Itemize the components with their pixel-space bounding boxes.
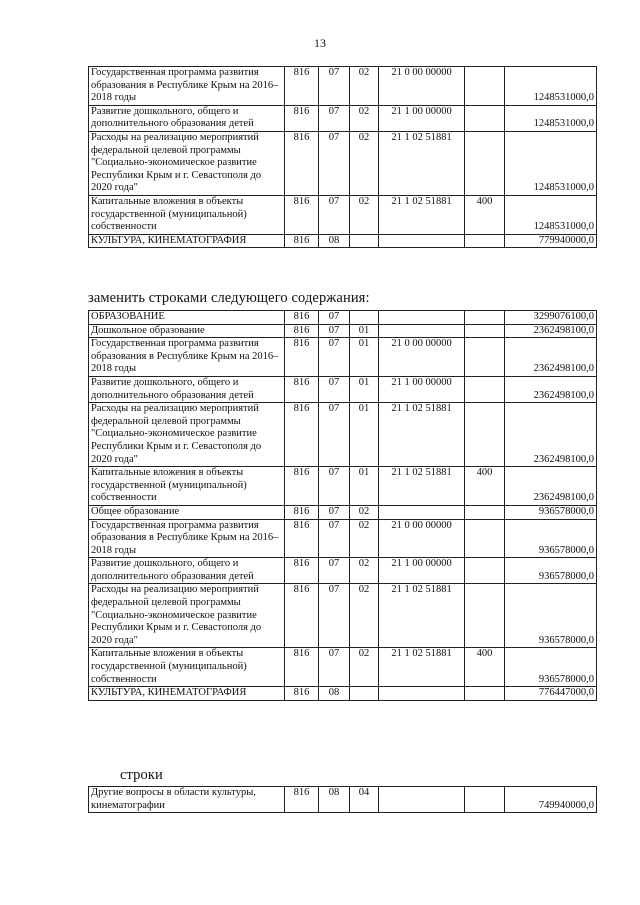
cell-sum: 1248531000,0 bbox=[505, 195, 597, 234]
cell-ved: 816 bbox=[285, 648, 319, 687]
cell-sum: 936578000,0 bbox=[505, 558, 597, 584]
cell-csr: 21 1 00 00000 bbox=[379, 558, 465, 584]
cell-ved: 816 bbox=[285, 105, 319, 131]
cell-csr bbox=[379, 687, 465, 701]
cell-ved: 816 bbox=[285, 519, 319, 558]
cell-rz: 07 bbox=[319, 67, 350, 106]
cell-csr: 21 0 00 00000 bbox=[379, 338, 465, 377]
cell-csr: 21 0 00 00000 bbox=[379, 519, 465, 558]
cell-sum: 779940000,0 bbox=[505, 234, 597, 248]
cell-csr: 21 1 02 51881 bbox=[379, 195, 465, 234]
cell-sum: 2362498100,0 bbox=[505, 403, 597, 467]
cell-csr: 21 1 00 00000 bbox=[379, 376, 465, 402]
cell-csr: 21 1 02 51881 bbox=[379, 467, 465, 506]
cell-pr bbox=[350, 234, 379, 248]
cell-ved: 816 bbox=[285, 505, 319, 519]
cell-ved: 816 bbox=[285, 467, 319, 506]
cell-csr bbox=[379, 505, 465, 519]
cell-sum: 3299076100,0 bbox=[505, 311, 597, 325]
table-row bbox=[89, 648, 597, 687]
cell-ved: 816 bbox=[285, 558, 319, 584]
cell-csr: 21 0 00 00000 bbox=[379, 67, 465, 106]
cell-csr: 21 1 02 51881 bbox=[379, 648, 465, 687]
cell-rz: 07 bbox=[319, 505, 350, 519]
cell-pr: 04 bbox=[350, 787, 379, 813]
cell-rz: 07 bbox=[319, 584, 350, 648]
cell-pr: 02 bbox=[350, 505, 379, 519]
cell-name: КУЛЬТУРА, КИНЕМАТОГРАФИЯ bbox=[89, 687, 285, 701]
cell-name: Развитие дошкольного, общего и дополнительного образования детей bbox=[89, 376, 285, 402]
cell-rz: 07 bbox=[319, 324, 350, 338]
table-row bbox=[89, 519, 597, 558]
cell-sum: 1248531000,0 bbox=[505, 67, 597, 106]
cell-name: Капитальные вложения в объекты государственной (муниципальной) собственности bbox=[89, 648, 285, 687]
table-row bbox=[89, 505, 597, 519]
table-row bbox=[89, 311, 597, 325]
table-row bbox=[89, 467, 597, 506]
table-row bbox=[89, 131, 597, 195]
cell-pr: 01 bbox=[350, 324, 379, 338]
cell-pr: 02 bbox=[350, 131, 379, 195]
cell-sum: 1248531000,0 bbox=[505, 131, 597, 195]
cell-sum: 936578000,0 bbox=[505, 584, 597, 648]
cell-csr bbox=[379, 311, 465, 325]
cell-name: Капитальные вложения в объекты государственной (муниципальной) собственности bbox=[89, 467, 285, 506]
cell-sum: 749940000,0 bbox=[505, 787, 597, 813]
budget-table-after bbox=[88, 310, 597, 701]
cell-rz: 07 bbox=[319, 131, 350, 195]
cell-sum: 936578000,0 bbox=[505, 505, 597, 519]
cell-rz: 07 bbox=[319, 648, 350, 687]
table-row bbox=[89, 687, 597, 701]
cell-name: Развитие дошкольного, общего и дополнительного образования детей bbox=[89, 558, 285, 584]
cell-rz: 07 bbox=[319, 376, 350, 402]
cell-csr: 21 1 00 00000 bbox=[379, 105, 465, 131]
cell-name: Расходы на реализацию мероприятий федеральной целевой программы "Социально-экономическое развитие Республики Крым и г. Севастополя до 2020 года" bbox=[89, 403, 285, 467]
table-row bbox=[89, 105, 597, 131]
cell-sum: 2362498100,0 bbox=[505, 467, 597, 506]
cell-vr: 400 bbox=[465, 467, 505, 506]
cell-rz: 08 bbox=[319, 787, 350, 813]
cell-ved: 816 bbox=[285, 234, 319, 248]
cell-rz: 07 bbox=[319, 311, 350, 325]
cell-vr bbox=[465, 234, 505, 248]
table-row bbox=[89, 584, 597, 648]
cell-vr: 400 bbox=[465, 648, 505, 687]
cell-vr: 400 bbox=[465, 195, 505, 234]
table-row bbox=[89, 787, 597, 813]
cell-name: Развитие дошкольного, общего и дополнительного образования детей bbox=[89, 105, 285, 131]
cell-ved: 816 bbox=[285, 403, 319, 467]
table-row bbox=[89, 67, 597, 106]
table-row bbox=[89, 558, 597, 584]
cell-vr bbox=[465, 324, 505, 338]
table-row bbox=[89, 403, 597, 467]
table-row bbox=[89, 195, 597, 234]
cell-sum: 776447000,0 bbox=[505, 687, 597, 701]
cell-rz: 07 bbox=[319, 195, 350, 234]
cell-ved: 816 bbox=[285, 584, 319, 648]
table-row bbox=[89, 234, 597, 248]
cell-ved: 816 bbox=[285, 787, 319, 813]
cell-ved: 816 bbox=[285, 67, 319, 106]
cell-ved: 816 bbox=[285, 338, 319, 377]
cell-csr: 21 1 02 51881 bbox=[379, 403, 465, 467]
cell-pr: 02 bbox=[350, 519, 379, 558]
cell-pr: 02 bbox=[350, 558, 379, 584]
cell-name: КУЛЬТУРА, КИНЕМАТОГРАФИЯ bbox=[89, 234, 285, 248]
cell-rz: 07 bbox=[319, 338, 350, 377]
cell-ved: 816 bbox=[285, 376, 319, 402]
cell-sum: 2362498100,0 bbox=[505, 324, 597, 338]
cell-vr bbox=[465, 376, 505, 402]
cell-ved: 816 bbox=[285, 195, 319, 234]
cell-sum: 2362498100,0 bbox=[505, 338, 597, 377]
cell-rz: 08 bbox=[319, 687, 350, 701]
cell-rz: 07 bbox=[319, 558, 350, 584]
cell-pr: 02 bbox=[350, 67, 379, 106]
cell-name: Другие вопросы в области культуры, кинематографии bbox=[89, 787, 285, 813]
replace-heading: заменить строками следующего содержания: bbox=[88, 290, 370, 306]
cell-pr: 02 bbox=[350, 105, 379, 131]
cell-csr bbox=[379, 787, 465, 813]
cell-vr bbox=[465, 131, 505, 195]
cell-pr bbox=[350, 687, 379, 701]
cell-rz: 07 bbox=[319, 403, 350, 467]
cell-vr bbox=[465, 311, 505, 325]
cell-sum: 936578000,0 bbox=[505, 519, 597, 558]
cell-ved: 816 bbox=[285, 311, 319, 325]
cell-name: Капитальные вложения в объекты государственной (муниципальной) собственности bbox=[89, 195, 285, 234]
cell-pr: 01 bbox=[350, 467, 379, 506]
cell-name: Расходы на реализацию мероприятий федеральной целевой программы "Социально-экономическое развитие Республики Крым и г. Севастополя до 2020 года" bbox=[89, 131, 285, 195]
cell-vr bbox=[465, 338, 505, 377]
cell-rz: 08 bbox=[319, 234, 350, 248]
cell-vr bbox=[465, 105, 505, 131]
cell-rz: 07 bbox=[319, 105, 350, 131]
rows-heading: строки bbox=[120, 767, 163, 783]
cell-csr bbox=[379, 324, 465, 338]
table-row bbox=[89, 338, 597, 377]
cell-vr bbox=[465, 403, 505, 467]
cell-name: Государственная программа развития образования в Республике Крым на 2016–2018 годы bbox=[89, 338, 285, 377]
cell-name: ОБРАЗОВАНИЕ bbox=[89, 311, 285, 325]
cell-sum: 2362498100,0 bbox=[505, 376, 597, 402]
cell-csr: 21 1 02 51881 bbox=[379, 584, 465, 648]
table-row bbox=[89, 324, 597, 338]
cell-pr: 02 bbox=[350, 648, 379, 687]
cell-name: Расходы на реализацию мероприятий федеральной целевой программы "Социально-экономическое развитие Республики Крым и г. Севастополя до 2020 года" bbox=[89, 584, 285, 648]
cell-ved: 816 bbox=[285, 687, 319, 701]
cell-name: Государственная программа развития образования в Республике Крым на 2016–2018 годы bbox=[89, 67, 285, 106]
cell-rz: 07 bbox=[319, 519, 350, 558]
cell-csr: 21 1 02 51881 bbox=[379, 131, 465, 195]
cell-vr bbox=[465, 787, 505, 813]
cell-vr bbox=[465, 558, 505, 584]
cell-csr bbox=[379, 234, 465, 248]
cell-pr: 01 bbox=[350, 403, 379, 467]
cell-vr bbox=[465, 67, 505, 106]
cell-name: Общее образование bbox=[89, 505, 285, 519]
page-number: 13 bbox=[314, 36, 326, 50]
table-row bbox=[89, 376, 597, 402]
cell-pr bbox=[350, 311, 379, 325]
cell-pr: 02 bbox=[350, 584, 379, 648]
cell-pr: 02 bbox=[350, 195, 379, 234]
cell-vr bbox=[465, 584, 505, 648]
cell-ved: 816 bbox=[285, 324, 319, 338]
cell-name: Дошкольное образование bbox=[89, 324, 285, 338]
cell-sum: 936578000,0 bbox=[505, 648, 597, 687]
cell-pr: 01 bbox=[350, 376, 379, 402]
cell-vr bbox=[465, 687, 505, 701]
cell-name: Государственная программа развития образования в Республике Крым на 2016–2018 годы bbox=[89, 519, 285, 558]
cell-vr bbox=[465, 505, 505, 519]
cell-sum: 1248531000,0 bbox=[505, 105, 597, 131]
budget-table-before bbox=[88, 66, 597, 248]
cell-vr bbox=[465, 519, 505, 558]
budget-table-rows bbox=[88, 786, 597, 813]
cell-ved: 816 bbox=[285, 131, 319, 195]
cell-pr: 01 bbox=[350, 338, 379, 377]
cell-rz: 07 bbox=[319, 467, 350, 506]
